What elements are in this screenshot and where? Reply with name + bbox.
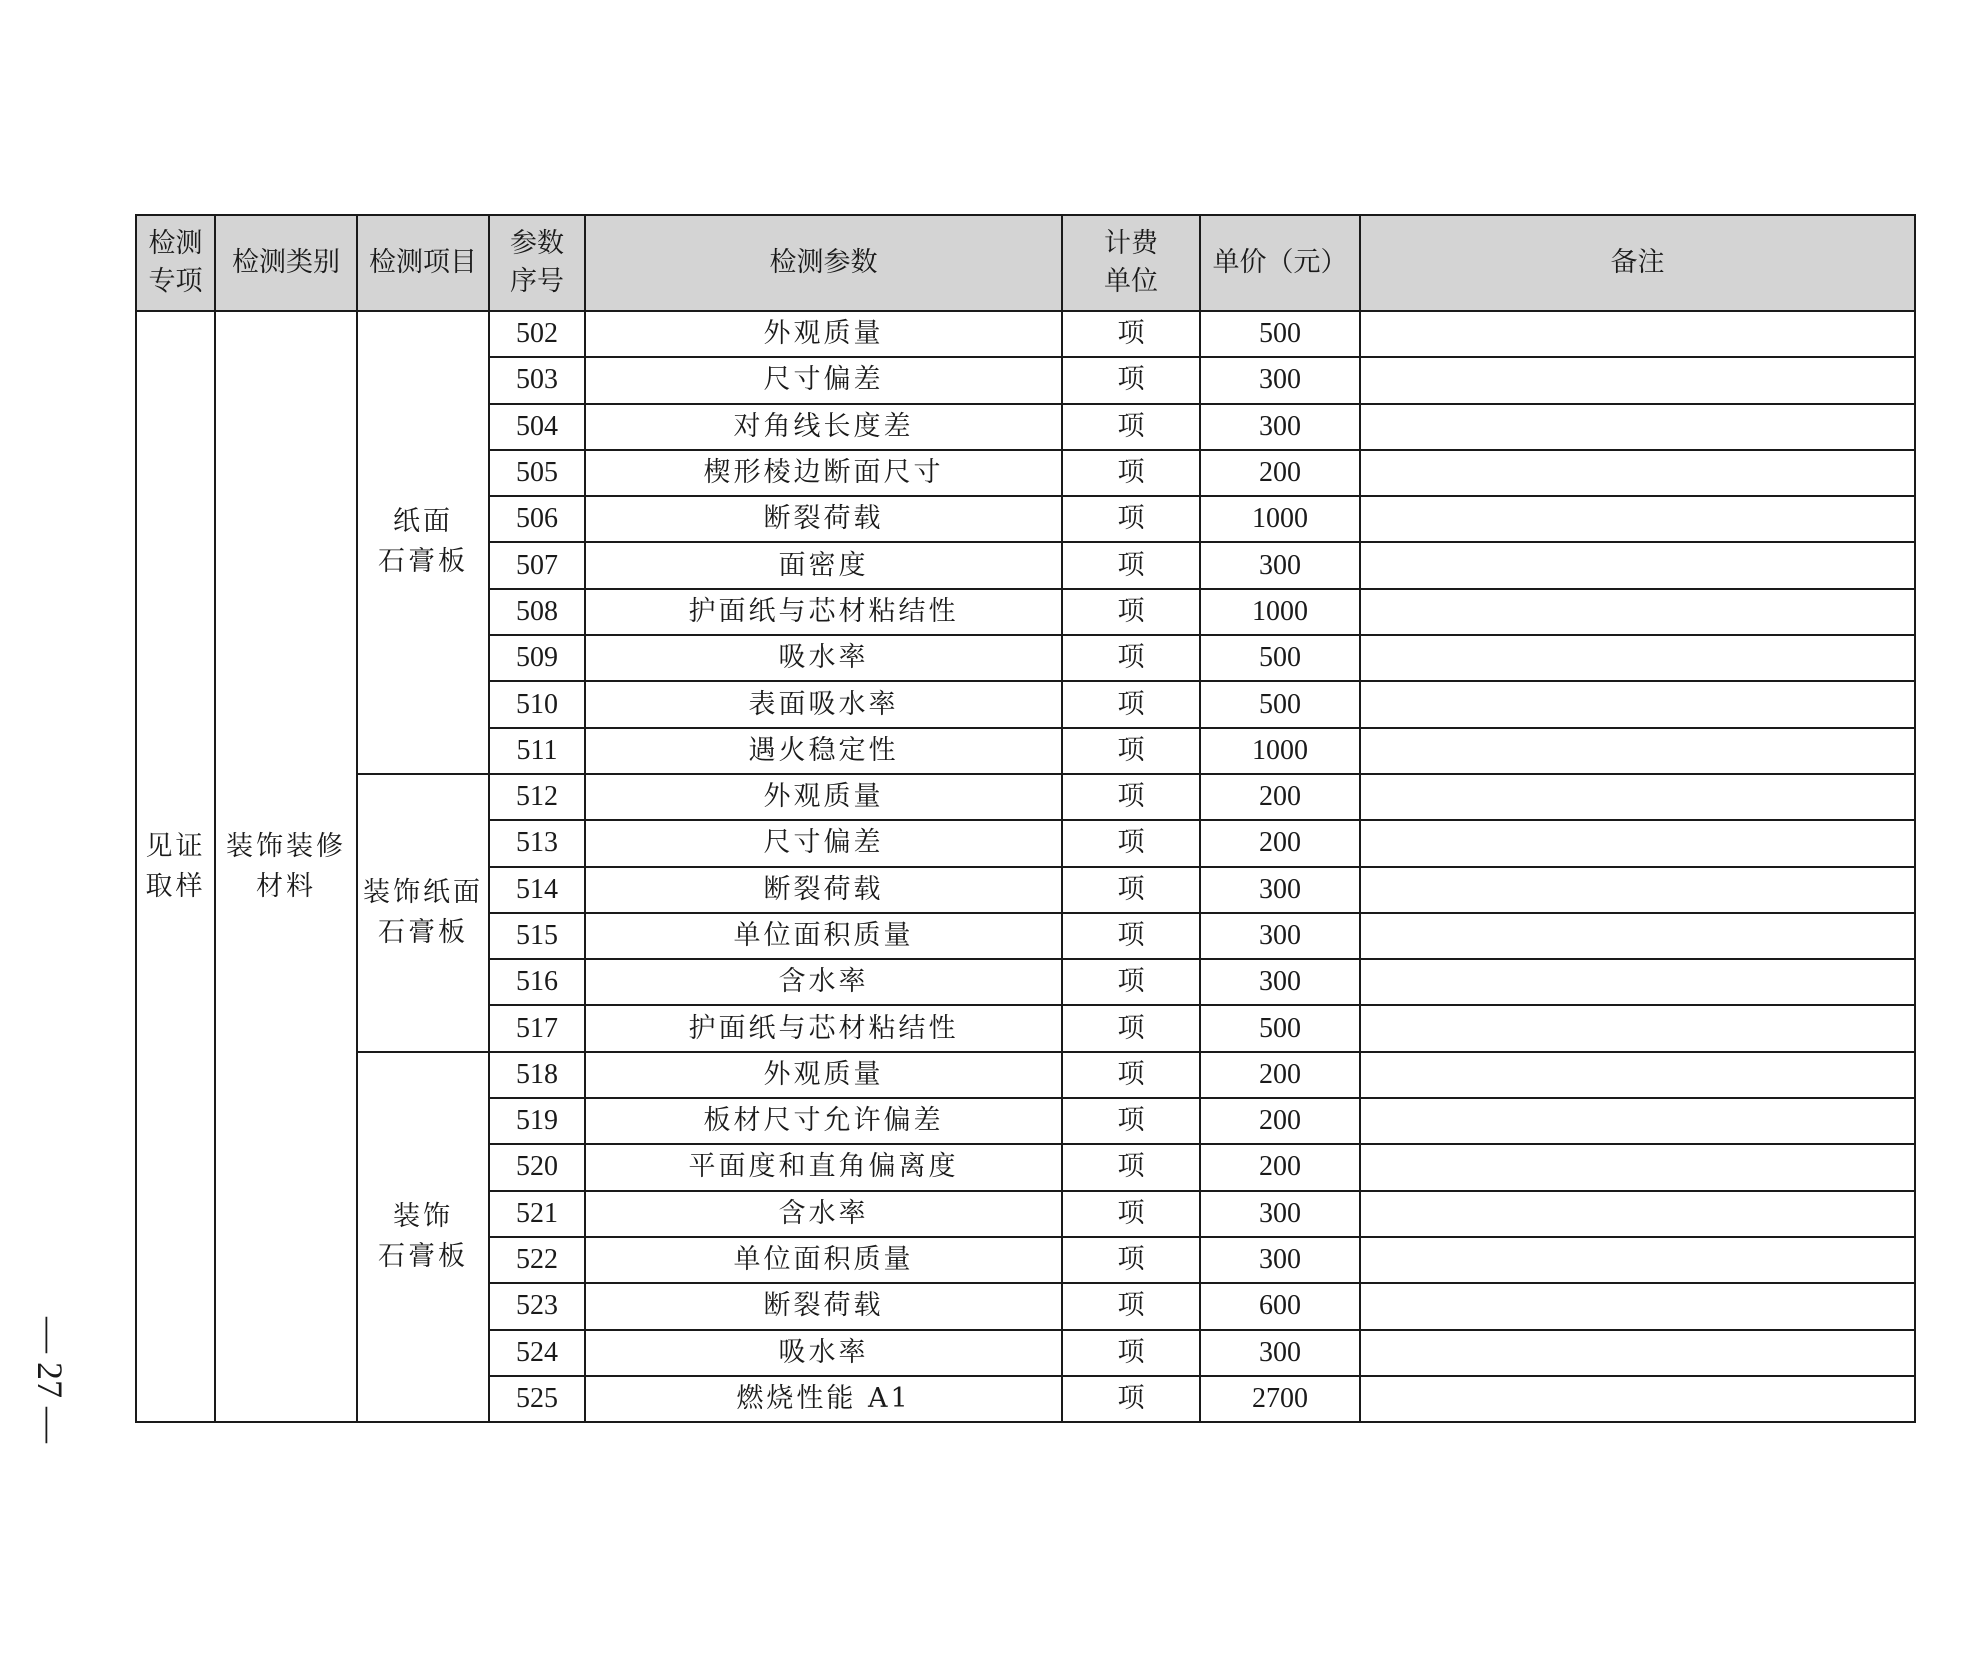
price-cell: 300 [1200,959,1360,1005]
special-cell: 见证 取样 [136,311,215,1422]
header-special: 检测 专项 [136,215,215,311]
header-unit: 计费 单位 [1062,215,1200,311]
header-item: 检测项目 [357,215,489,311]
param-no-cell: 524 [489,1330,585,1376]
price-cell: 300 [1200,913,1360,959]
note-cell [1360,959,1915,1005]
param-no-cell: 525 [489,1376,585,1422]
price-cell: 500 [1200,635,1360,681]
param-name-cell: 尺寸偏差 [585,820,1062,866]
price-cell: 200 [1200,774,1360,820]
table-body [136,311,1915,1422]
param-name-cell: 含水率 [585,959,1062,1005]
param-name-cell: 单位面积质量 [585,913,1062,959]
param-no-cell: 515 [489,913,585,959]
note-cell [1360,1191,1915,1237]
fee-table [135,214,1916,1423]
price-cell: 300 [1200,1330,1360,1376]
price-cell: 200 [1200,1098,1360,1144]
price-cell: 500 [1200,681,1360,727]
param-name-cell: 对角线长度差 [585,404,1062,450]
unit-cell: 项 [1062,867,1200,913]
param-name-cell: 平面度和直角偏离度 [585,1144,1062,1190]
item-group-cell: 装饰纸面 石膏板 [357,774,489,1052]
note-cell [1360,1330,1915,1376]
param-no-cell: 504 [489,404,585,450]
param-name-cell: 单位面积质量 [585,1237,1062,1283]
note-cell [1360,1283,1915,1329]
header-param: 检测参数 [585,215,1062,311]
param-name-cell: 护面纸与芯材粘结性 [585,589,1062,635]
param-name-cell: 吸水率 [585,635,1062,681]
header-note: 备注 [1360,215,1915,311]
item-group-cell: 纸面 石膏板 [357,311,489,774]
param-name-cell: 断裂荷载 [585,496,1062,542]
unit-cell: 项 [1062,404,1200,450]
note-cell [1360,635,1915,681]
price-cell: 300 [1200,1191,1360,1237]
param-name-cell: 表面吸水率 [585,681,1062,727]
unit-cell: 项 [1062,589,1200,635]
price-cell: 300 [1200,1237,1360,1283]
note-cell [1360,311,1915,357]
param-name-cell: 尺寸偏差 [585,357,1062,403]
param-name-cell: 断裂荷载 [585,867,1062,913]
param-no-cell: 507 [489,542,585,588]
unit-cell: 项 [1062,1376,1200,1422]
param-no-cell: 510 [489,681,585,727]
price-cell: 1000 [1200,728,1360,774]
header-param-no: 参数 序号 [489,215,585,311]
note-cell [1360,357,1915,403]
param-no-cell: 511 [489,728,585,774]
header-category: 检测类别 [215,215,357,311]
price-cell: 200 [1200,820,1360,866]
param-no-cell: 518 [489,1052,585,1098]
unit-cell: 项 [1062,1144,1200,1190]
unit-cell: 项 [1062,496,1200,542]
unit-cell: 项 [1062,774,1200,820]
note-cell [1360,913,1915,959]
unit-cell: 项 [1062,450,1200,496]
price-cell: 1000 [1200,589,1360,635]
unit-cell: 项 [1062,635,1200,681]
param-no-cell: 512 [489,774,585,820]
price-cell: 200 [1200,1052,1360,1098]
param-no-cell: 506 [489,496,585,542]
param-no-cell: 519 [489,1098,585,1144]
note-cell [1360,1005,1915,1051]
param-name-cell: 外观质量 [585,1052,1062,1098]
price-cell: 200 [1200,450,1360,496]
param-no-cell: 508 [489,589,585,635]
param-name-cell: 燃烧性能 A1 [585,1376,1062,1422]
param-no-cell: 523 [489,1283,585,1329]
unit-cell: 项 [1062,681,1200,727]
param-name-cell: 断裂荷载 [585,1283,1062,1329]
unit-cell: 项 [1062,1098,1200,1144]
note-cell [1360,404,1915,450]
param-name-cell: 护面纸与芯材粘结性 [585,1005,1062,1051]
unit-cell: 项 [1062,1283,1200,1329]
table-row [136,311,1915,357]
note-cell [1360,496,1915,542]
note-cell [1360,450,1915,496]
param-name-cell: 楔形棱边断面尺寸 [585,450,1062,496]
note-cell [1360,1144,1915,1190]
param-name-cell: 吸水率 [585,1330,1062,1376]
price-cell: 500 [1200,1005,1360,1051]
price-cell: 200 [1200,1144,1360,1190]
price-cell: 300 [1200,404,1360,450]
price-cell: 1000 [1200,496,1360,542]
param-no-cell: 502 [489,311,585,357]
param-name-cell: 含水率 [585,1191,1062,1237]
param-no-cell: 514 [489,867,585,913]
param-no-cell: 517 [489,1005,585,1051]
unit-cell: 项 [1062,311,1200,357]
category-cell: 装饰装修 材料 [215,311,357,1422]
param-name-cell: 面密度 [585,542,1062,588]
param-no-cell: 509 [489,635,585,681]
unit-cell: 项 [1062,1005,1200,1051]
price-cell: 300 [1200,542,1360,588]
param-no-cell: 521 [489,1191,585,1237]
unit-cell: 项 [1062,959,1200,1005]
param-name-cell: 外观质量 [585,311,1062,357]
param-name-cell: 外观质量 [585,774,1062,820]
table-row [136,774,1915,820]
param-name-cell: 板材尺寸允许偏差 [585,1098,1062,1144]
unit-cell: 项 [1062,913,1200,959]
page-number: — 27 — [30,1317,70,1443]
price-cell: 300 [1200,357,1360,403]
price-cell: 300 [1200,867,1360,913]
unit-cell: 项 [1062,1330,1200,1376]
table-row [136,1052,1915,1098]
unit-cell: 项 [1062,1052,1200,1098]
unit-cell: 项 [1062,820,1200,866]
param-no-cell: 522 [489,1237,585,1283]
price-cell: 600 [1200,1283,1360,1329]
unit-cell: 项 [1062,542,1200,588]
note-cell [1360,542,1915,588]
param-no-cell: 520 [489,1144,585,1190]
param-no-cell: 516 [489,959,585,1005]
note-cell [1360,774,1915,820]
param-no-cell: 513 [489,820,585,866]
unit-cell: 项 [1062,1237,1200,1283]
note-cell [1360,681,1915,727]
note-cell [1360,1237,1915,1283]
table-header-row [136,215,1915,311]
price-cell: 500 [1200,311,1360,357]
note-cell [1360,589,1915,635]
note-cell [1360,867,1915,913]
unit-cell: 项 [1062,357,1200,403]
param-name-cell: 遇火稳定性 [585,728,1062,774]
note-cell [1360,1376,1915,1422]
note-cell [1360,1098,1915,1144]
unit-cell: 项 [1062,728,1200,774]
note-cell [1360,1052,1915,1098]
item-group-cell: 装饰 石膏板 [357,1052,489,1422]
price-cell: 2700 [1200,1376,1360,1422]
param-no-cell: 505 [489,450,585,496]
header-price: 单价（元） [1200,215,1360,311]
note-cell [1360,820,1915,866]
note-cell [1360,728,1915,774]
param-no-cell: 503 [489,357,585,403]
unit-cell: 项 [1062,1191,1200,1237]
